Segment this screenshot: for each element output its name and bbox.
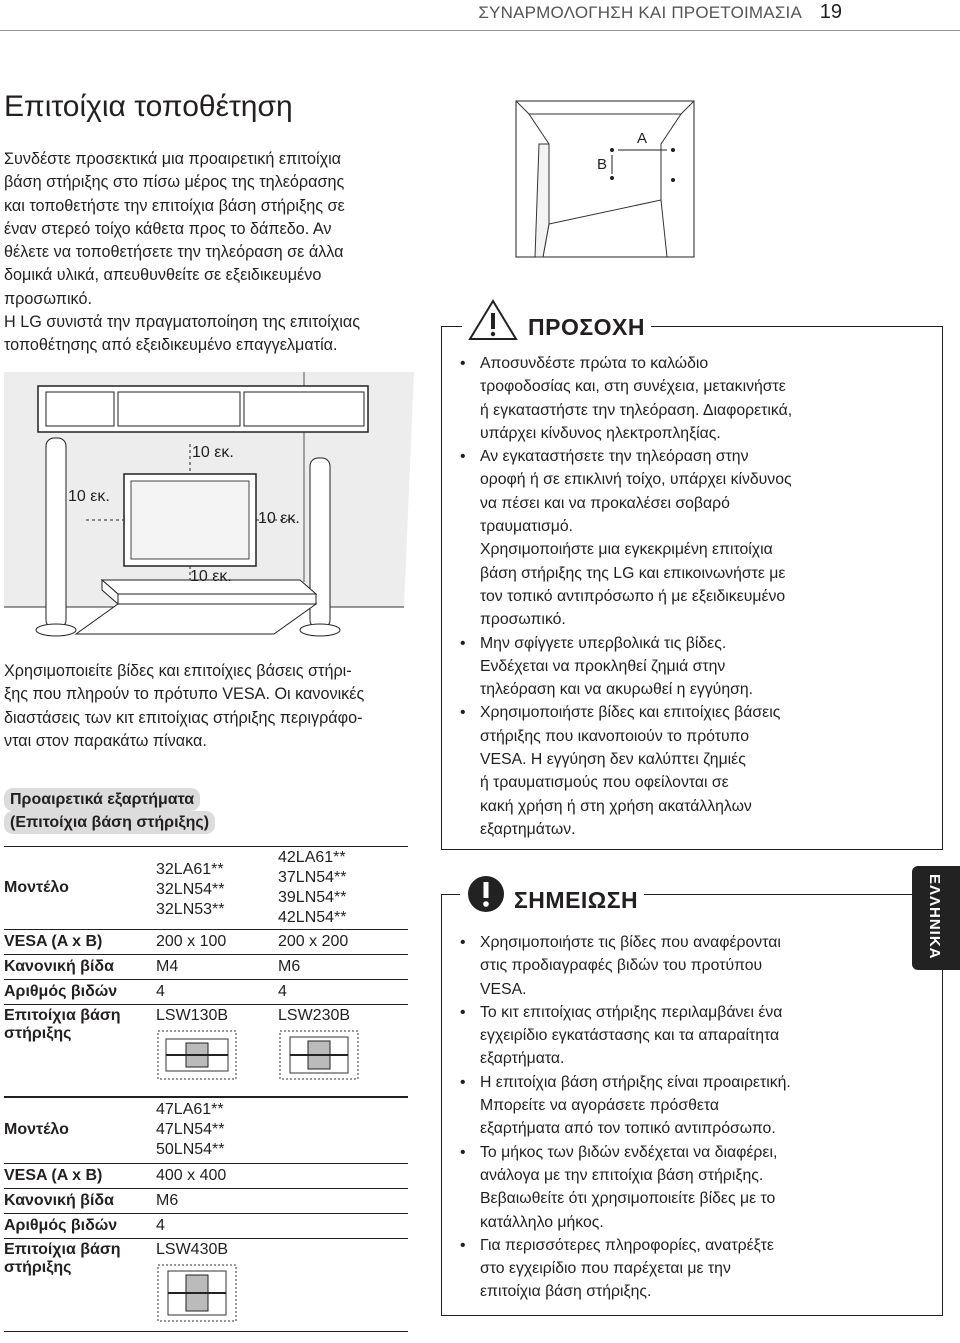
vesa-line: διαστάσεις των κιτ επιτοίχιας στήριξης περιγράφο- (4, 708, 363, 727)
row-label: Κανονική βίδα (4, 1189, 156, 1214)
bracket-model: LSW230B (278, 1007, 351, 1024)
clearance-right-label: 10 εκ. (258, 510, 300, 527)
model-name: 32LA61** (156, 861, 224, 878)
vesa-line: νται στον παρακάτω πίνακα. (4, 731, 207, 750)
note-list (460, 931, 930, 1304)
row-value: 4 (156, 1214, 408, 1239)
spec-table-1 (4, 846, 408, 1098)
model-name: 39LN54** (278, 889, 347, 906)
caution-heading (462, 299, 651, 341)
accessories-line1: Προαιρετικά εξαρτήματα (4, 788, 200, 811)
bracket-model: LSW130B (156, 1007, 229, 1024)
spec-table-2 (4, 1096, 408, 1332)
caution-box (441, 313, 943, 850)
model-name: 47LN54** (156, 1121, 225, 1138)
list-item: στις προδιαγραφές βιδών του προτύπου (480, 957, 763, 975)
clearance-illustration (4, 372, 424, 652)
optional-accessories-label (4, 788, 215, 834)
tv-back-diagram (515, 100, 695, 258)
language-tab-label: ΕΛΛΗΝΙΚΑ (926, 874, 943, 960)
row-label: VESA (A x B) (4, 1164, 156, 1189)
list-item: εξαρτήματα. (480, 1050, 565, 1068)
model-name: 42LN54** (278, 909, 347, 926)
room-diagram (4, 372, 424, 652)
model-name: 42LA61** (278, 849, 346, 866)
vesa-line: ξης που πληρούν το πρότυπο VESA. Οι κανονικές (4, 685, 365, 704)
intro-line: θέλετε να τοποθετήσετε την τηλεόραση σε άλλα (4, 243, 344, 262)
model-name: 47LA61** (156, 1101, 224, 1118)
list-item: οροφή ή σε επικλινή τοίχο, υπάρχει κίνδυνος (480, 471, 792, 489)
caution-list (460, 352, 930, 841)
language-tab (912, 866, 960, 970)
table-row (4, 955, 408, 980)
row-value: 4 (278, 980, 408, 1005)
list-item: τον τοπικό αντιπρόσωπο ή με εξειδικευμένο (480, 587, 786, 605)
table-row (4, 1005, 408, 1098)
row-label: Αριθμός βιδών (4, 1214, 156, 1239)
list-item: Μπορείτε να αγοράσετε πρόσθετα (480, 1097, 720, 1115)
list-item: • Αν εγκαταστήσετε την τηλεόραση στην (460, 445, 930, 468)
row-label: Αριθμός βιδών (4, 980, 156, 1005)
vesa-line: Χρησιμοποιείτε βίδες και επιτοίχιες βάσεις στήρι- (4, 662, 352, 680)
row-value: 200 x 200 (278, 930, 408, 955)
accessories-line2: (Επιτοίχια βάση στήριξης) (4, 811, 215, 834)
bracket-label-line: στήριξης (4, 1259, 72, 1276)
list-item: εξαρτημάτων. (480, 820, 576, 838)
intro-line: και τοποθετήστε την επιτοίχια βάση στήριξης σε (4, 196, 345, 215)
section-title: ΣΥΝΑΡΜΟΛΟΓΗΣΗ ΚΑΙ ΠΡΟΕΤΟΙΜΑΣΙΑ (478, 3, 802, 22)
vesa-paragraph (4, 660, 424, 753)
bracket-model: LSW430B (156, 1241, 229, 1258)
list-item: • Το μήκος των βιδών ενδέχεται να διαφέρει, (460, 1141, 930, 1164)
bracket-lsw230b-image (278, 1029, 360, 1081)
list-item: • Για περισσότερες πληροφορίες, ανατρέξτε (460, 1234, 930, 1257)
list-item: ή τραυματισμούς που οφείλονται σε (480, 774, 729, 792)
dimension-b-label: B (597, 156, 608, 173)
table-row (4, 1164, 408, 1189)
model-label: Μοντέλο (4, 847, 156, 930)
table-row (4, 847, 408, 930)
list-item: • Η επιτοίχια βάση στήριξης είναι προαιρετική. (460, 1071, 930, 1094)
model-cell (156, 1097, 408, 1164)
table-row (4, 980, 408, 1005)
row-value: 200 x 100 (156, 930, 278, 955)
table-row (4, 1097, 408, 1164)
list-item: επιτοίχια βάση στήριξης. (480, 1283, 652, 1301)
bracket-label-line: Επιτοίχια βάση (4, 1241, 121, 1258)
list-item: • Το κιτ επιτοίχιας στήριξης περιλαμβάνει ένα (460, 1001, 930, 1024)
model-name: 32LN53** (156, 901, 225, 918)
bracket-label (4, 1005, 156, 1098)
intro-paragraph (4, 148, 424, 358)
exclamation-circle-icon (466, 874, 506, 914)
row-value: M6 (278, 955, 408, 980)
list-item: ή εγκαταστήστε την τηλεόραση. Διαφορετικά, (480, 401, 793, 419)
row-value: M6 (156, 1189, 408, 1214)
clearance-top-label: 10 εκ. (192, 444, 234, 461)
list-item: υπάρχει κίνδυνος ηλεκτροπληξίας. (480, 424, 721, 442)
list-item: προσωπικό. (480, 611, 566, 629)
bracket-label-line: Επιτοίχια βάση (4, 1007, 121, 1024)
page-title: Επιτοίχια τοποθέτηση (4, 90, 293, 123)
list-item: • Αποσυνδέστε πρώτα το καλώδιο (460, 352, 930, 375)
clearance-left-label: 10 εκ. (68, 488, 110, 505)
row-value: 4 (156, 980, 278, 1005)
list-item: • Χρησιμοποιήστε τις βίδες που αναφέρονται (460, 931, 930, 954)
list-item: κατάλληλο μήκος. (480, 1213, 604, 1231)
model-cell (156, 847, 278, 930)
list-item: να πέσει και να προκαλέσει σοβαρό (480, 494, 730, 512)
bracket-cell (156, 1005, 278, 1098)
clearance-bottom-label: 10 εκ. (190, 568, 232, 585)
table-row (4, 1214, 408, 1239)
bracket-cell (156, 1239, 408, 1332)
list-item: ανάλογα με την επιτοίχια βάση στήριξης. (480, 1166, 764, 1184)
note-box (441, 887, 943, 1316)
warning-triangle-icon (468, 299, 518, 341)
intro-line: Συνδέστε προσεκτικά μια προαιρετική επιτοίχια (4, 150, 342, 168)
model-name: 32LN54** (156, 881, 225, 898)
list-item: στο εγχειρίδιο που παρέχεται με την (480, 1260, 731, 1278)
list-item: VESA. (480, 980, 527, 998)
tv-back-outline (515, 100, 695, 258)
row-value: M4 (156, 955, 278, 980)
intro-line: τοποθέτησης από εξειδικευμένο επαγγελματία. (4, 336, 338, 355)
table-row (4, 1239, 408, 1332)
page-number: 19 (819, 1, 842, 23)
bracket-label (4, 1239, 156, 1332)
table-row (4, 1189, 408, 1214)
row-value: 400 x 400 (156, 1164, 408, 1189)
table-row (4, 930, 408, 955)
list-item: εξαρτήματα από τον τοπικό αντιπρόσωπο. (480, 1120, 776, 1138)
list-item: κακή χρήση ή στη χρήση ακατάλληλων (480, 797, 752, 815)
list-item: Βεβαιωθείτε ότι χρησιμοποιείτε βίδες με το (480, 1190, 776, 1208)
model-cell (278, 847, 408, 930)
list-item: τραυματισμό. (480, 518, 574, 536)
list-item: Ενδέχεται να προκληθεί ζημιά στην (480, 657, 726, 675)
bracket-label-line: στήριξης (4, 1025, 72, 1042)
intro-line: έναν στερεό τοίχο κάθετα προς το δάπεδο. Αν (4, 219, 332, 238)
list-item: Χρησιμοποιήστε μια εγκεκριμένη επιτοίχια (480, 541, 773, 559)
intro-line: Η LG συνιστά την πραγματοποίηση της επιτοίχιας (4, 313, 360, 332)
bracket-lsw130b-image (156, 1029, 238, 1081)
list-item: στήριξης που ικανοποιούν το πρότυπο (480, 727, 750, 745)
list-item: • Μην σφίγγετε υπερβολικά τις βίδες. (460, 632, 930, 655)
intro-line: βάση στήριξης στο πίσω μέρος της τηλεόρασης (4, 173, 345, 192)
model-name: 50LN54** (156, 1141, 225, 1158)
intro-line: προσωπικό. (4, 289, 92, 308)
model-label: Μοντέλο (4, 1097, 156, 1164)
bracket-cell (278, 1005, 408, 1098)
list-item: VESA. Η εγγύηση δεν καλύπτει ζημιές (480, 751, 746, 769)
row-label: Κανονική βίδα (4, 955, 156, 980)
model-name: 37LN54** (278, 869, 347, 886)
list-item: εγχειρίδιο εγκατάστασης και τα απαραίτητα (480, 1027, 780, 1045)
header-divider (0, 30, 960, 31)
list-item: τροφοδοσίας και, στη συνέχεια, μετακινήστε (480, 378, 786, 396)
intro-line: δομικά υλικά, απευθυνθείτε σε εξειδικευμένο (4, 266, 322, 285)
caution-title: ΠΡΟΣΟΧΗ (528, 313, 645, 340)
note-title: ΣΗΜΕΙΩΣΗ (514, 887, 639, 913)
list-item: • Χρησιμοποιήστε βίδες και επιτοίχιες βάσεις (460, 701, 930, 724)
note-heading (460, 873, 644, 914)
dimension-a-label: A (637, 130, 648, 147)
row-label: VESA (A x B) (4, 930, 156, 955)
list-item: τηλεόραση και να ακυρωθεί η εγγύηση. (480, 681, 754, 699)
bracket-lsw430b-image (156, 1263, 238, 1323)
list-item: βάση στήριξης της LG και επικοινωνήστε με (480, 564, 786, 582)
